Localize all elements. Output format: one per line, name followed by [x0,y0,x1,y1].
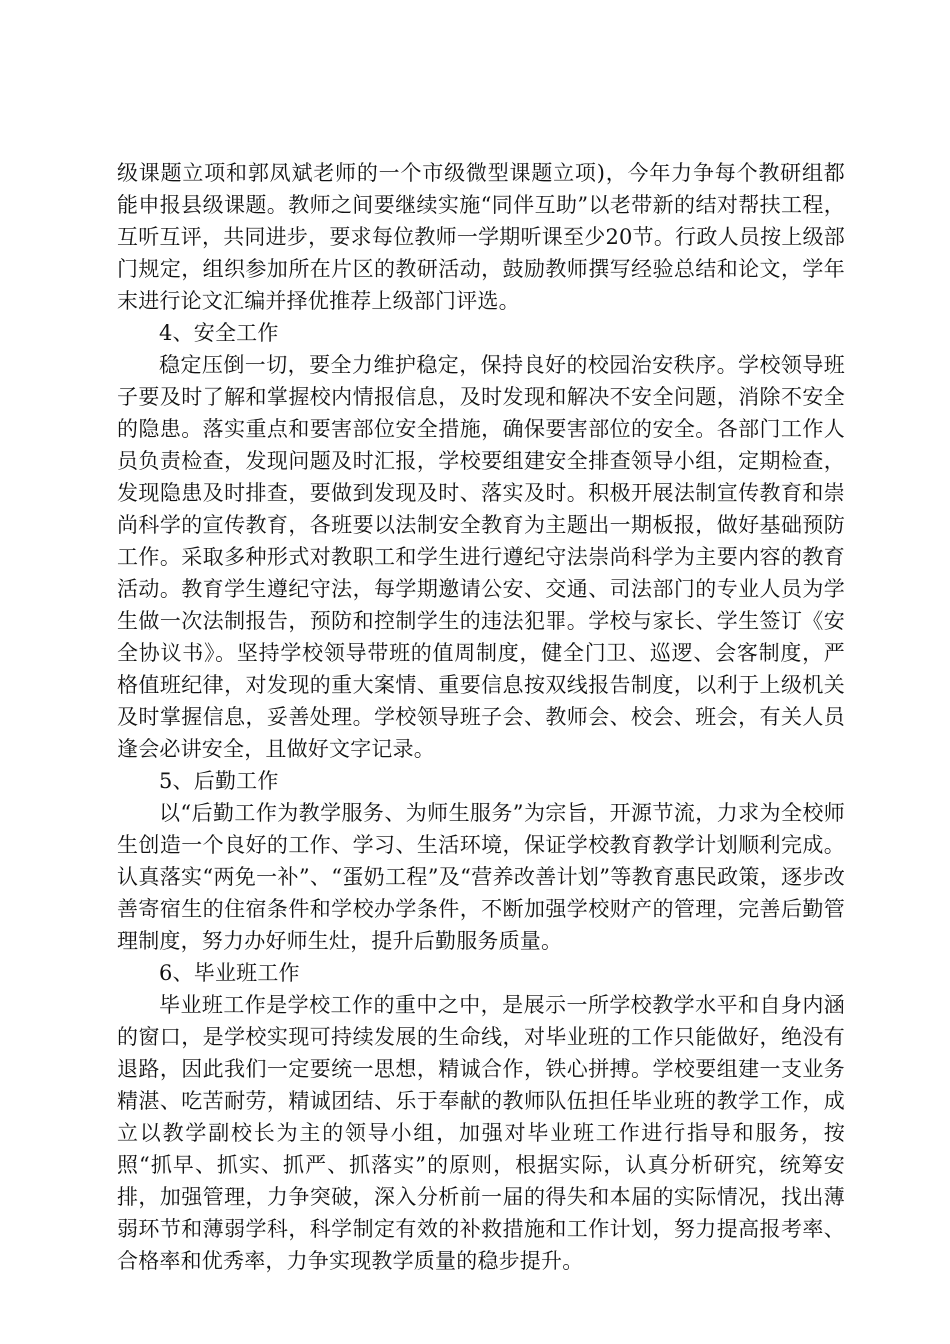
section-body-safety: 稳定压倒一切，要全力维护稳定，保持良好的校园治安秩序。学校领导班子要及时了解和掌握校内情报信息，及时发现和解决不安全问题，消除不安全的隐患。落实重点和要害部位安全措施，确保要害部位的安全。各部门工作人员负责检查，发现问题及时汇报，学校要组建安全排查领导小组，定期检查，发现隐患及时排查，要做到发现及时、落实及时。积极开展法制宣传教育和崇尚科学的宣传教育，各班要以法制安全教育为主题出一期板报，做好基础预防工作。采取多种形式对教职工和学生进行遵纪守法崇尚科学为主要内容的教育活动。教育学生遵纪守法，每学期邀请公安、交通、司法部门的专业人员为学生做一次法制报告，预防和控制学生的违法犯罪。学校与家长、学生签订《安全协议书》。坚持学校领导带班的值周制度，健全门卫、巡逻、会客制度，严格值班纪律，对发现的重大案情、重要信息按双线报告制度，以利于上级机关及时掌握信息，妥善处理。学校领导班子会、教师会、校会、班会，有关人员逢会必讲安全，且做好文字记录。 [117,353,845,761]
section-body-logistics: 以“后勤工作为教学服务、为师生服务”为宗旨，开源节流，力求为全校师生创造一个良好的工作、学习、生活环境，保证学校教育教学计划顺利完成。认真落实“两免一补”、“蛋奶工程”及“营养改善计划”等教育惠民政策，逐步改善寄宿生的住宿条件和学校办学条件，不断加强学校财产的管理，完善后勤管理制度，努力办好师生灶，提升后勤服务质量。 [117,801,845,953]
continued-paragraph: 级课题立项和郭凤斌老师的一个市级微型课题立项)，今年力争每个教研组都能申报县级课题。教师之间要继续实施“同伴互助”以老带新的结对帮扶工程，互听互评，共同进步，要求每位教师一学期听课至少20节。行政人员按上级部门规定，组织参加所在片区的教研活动，鼓励教师撰写经验总结和论文，学年末进行论文汇编并择优推荐上级部门评选。 [117,161,845,313]
section-heading-graduating-class: 6、毕业班工作 [159,961,300,985]
section-body-graduating-class: 毕业班工作是学校工作的重中之中，是展示一所学校教学水平和自身内涵的窗口，是学校实现可持续发展的生命线，对毕业班的工作只能做好，绝没有退路，因此我们一定要统一思想，精诚合作，铁心拼搏。学校要组建一支业务精湛、吃苦耐劳，精诚团结、乐于奉献的教师队伍担任毕业班的教学工作，成立以教学副校长为主的领导小组，加强对毕业班工作进行指导和服务，按照“抓早、抓实、抓严、抓落实”的原则，根据实际，认真分析研究，统筹安排，加强管理，力争突破，深入分析前一届的得失和本届的实际情况，找出薄弱环节和薄弱学科，科学制定有效的补救措施和工作计划，努力提高报考率、合格率和优秀率，力争实现教学质量的稳步提升。 [117,993,845,1273]
document-body [117,157,845,1277]
section-heading-logistics: 5、后勤工作 [159,769,279,793]
section-heading-safety: 4、安全工作 [159,321,279,345]
